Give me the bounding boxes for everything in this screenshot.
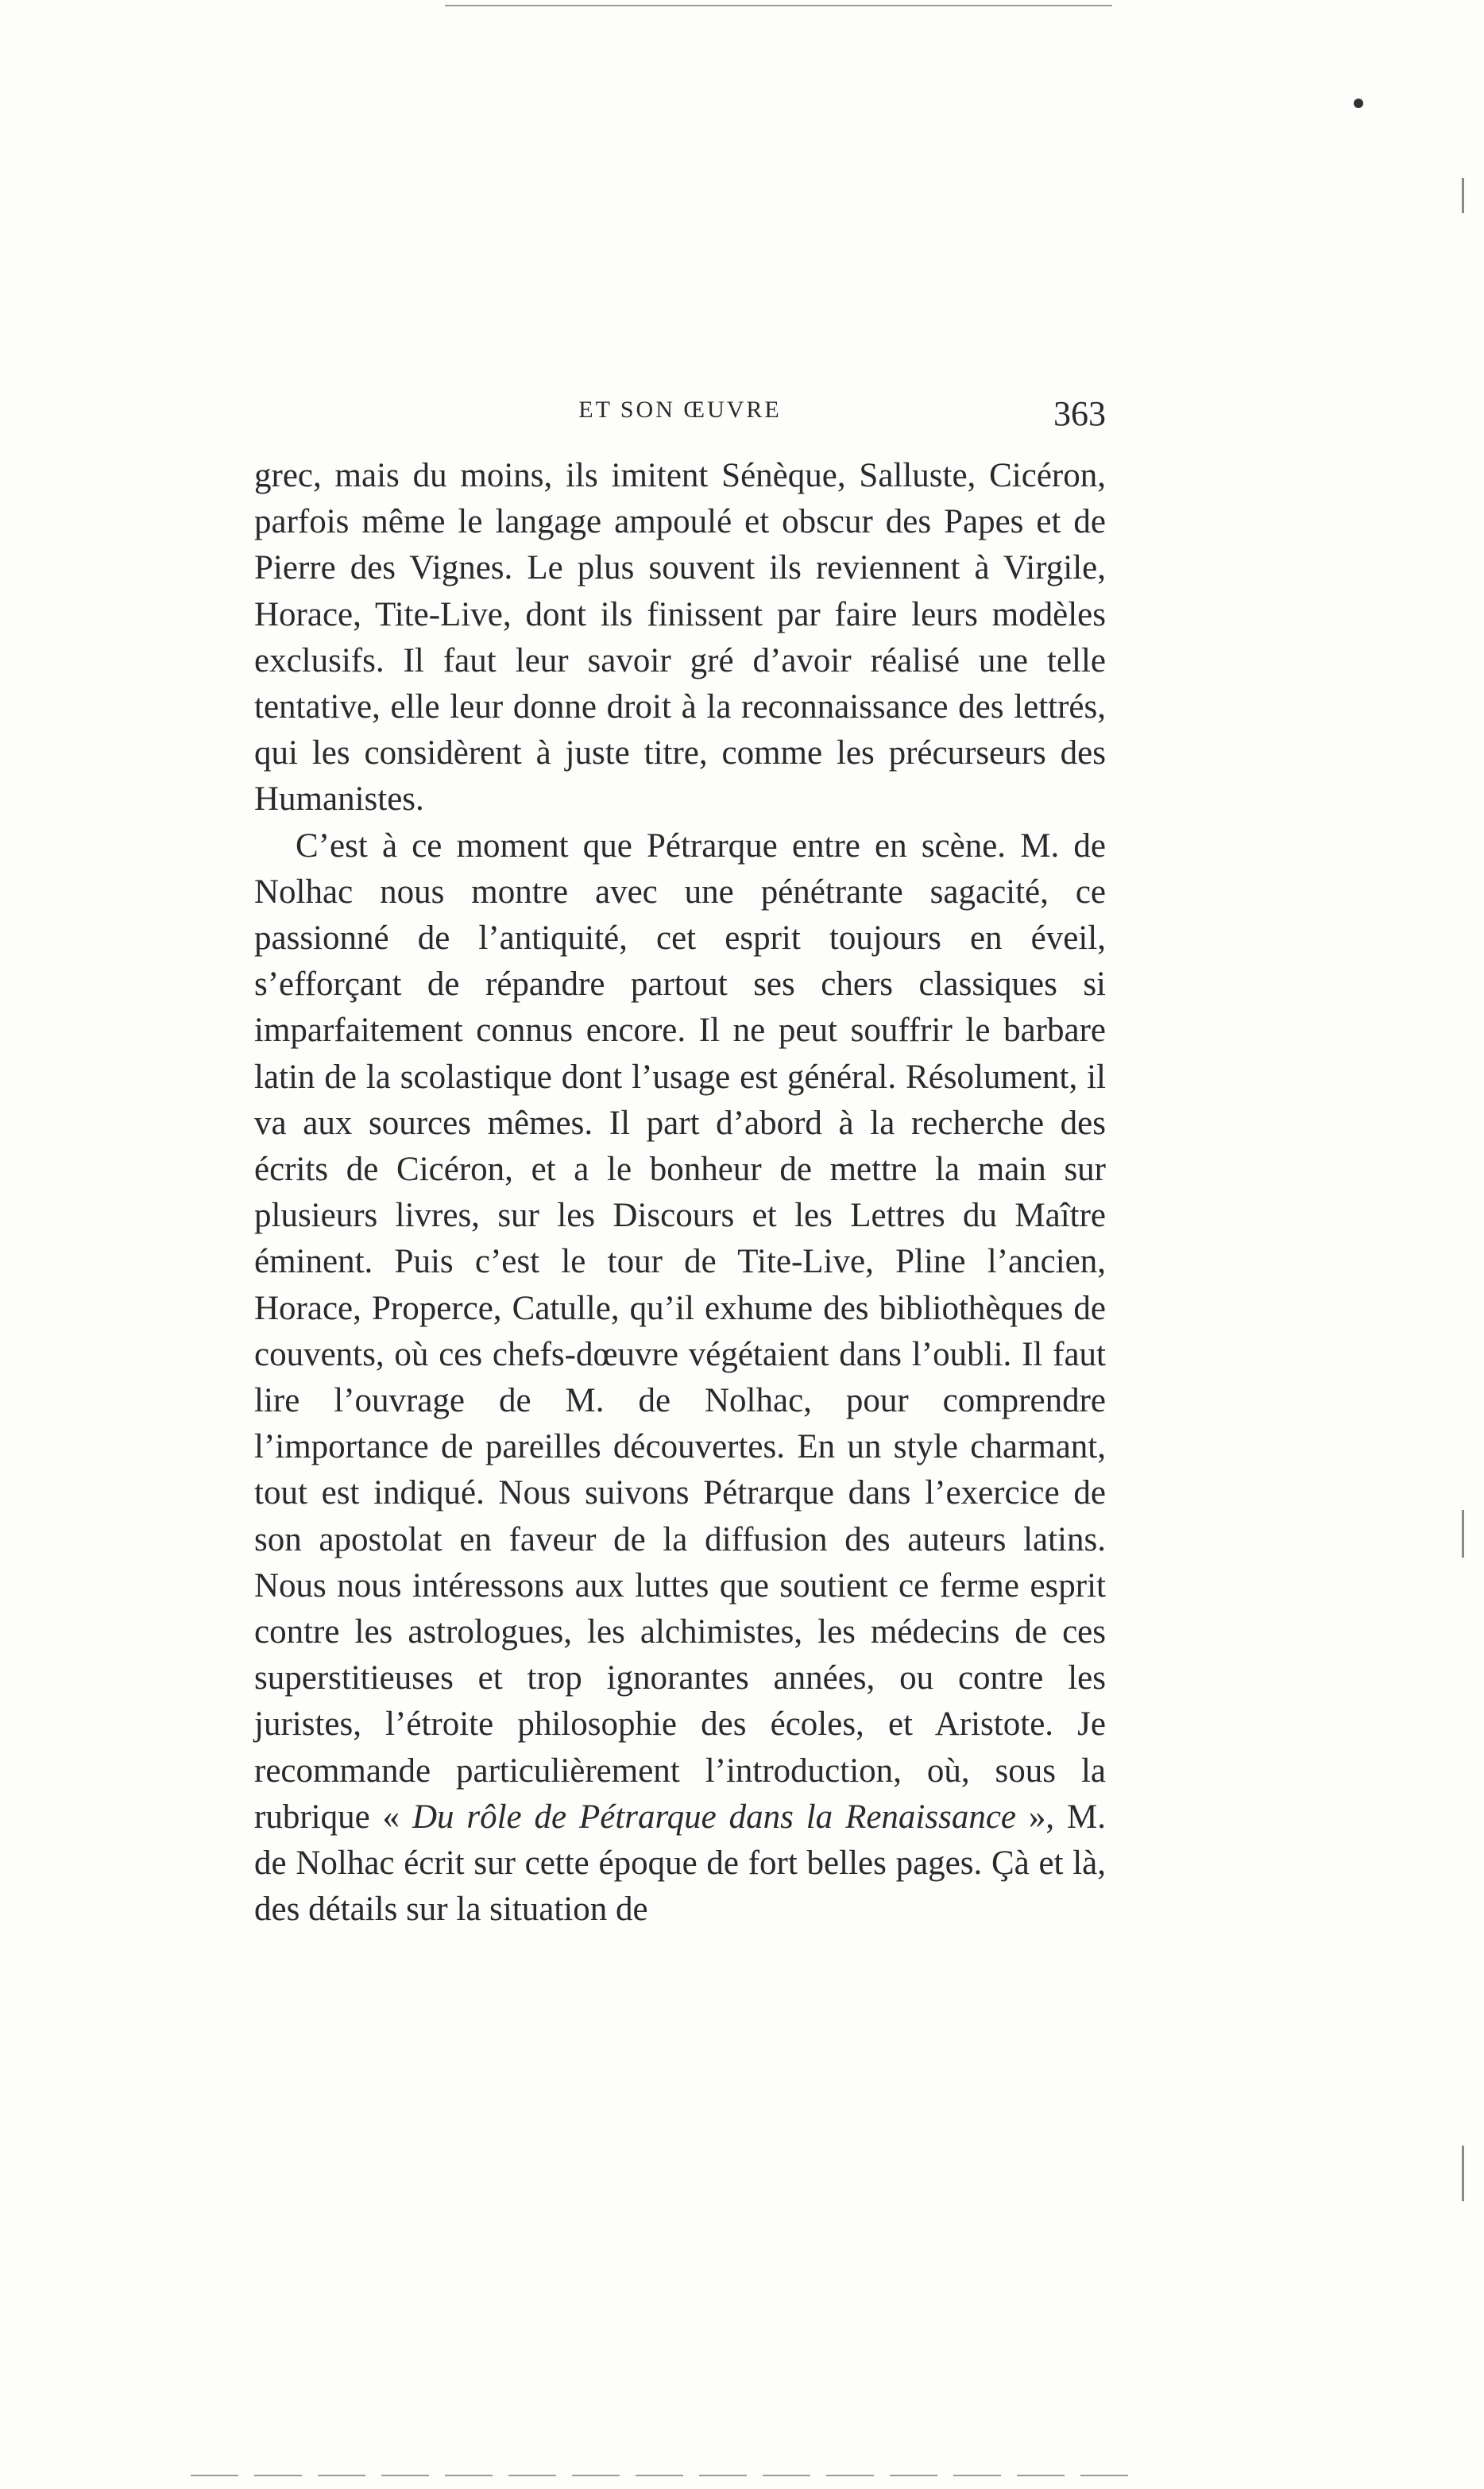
paragraph: grec, mais du moins, ils imitent Sénèque, Salluste, Cicéron, parfois même le langage ampoulé et obscur des Papes et de Pierre des Vignes. Le plus souvent ils reviennent à Virgile, Horace, Tite-Live, dont ils finissent par faire leurs modèles exclusifs. Il faut leur savoir gré d’avoir réalisé une telle tentative, elle leur donne droit à la reconnaissance des lettrés, qui les considèrent à juste titre, comme les précurseurs des Humanistes. [254,457,1106,819]
paragraph-text: », M. de Nolhac écrit sur cette époque de fort belles pages. Çà et là, des détails sur la situation de [254,1798,1107,1929]
running-title: ET SON ŒUVRE [578,397,782,423]
bottom-edge-rule [191,2475,1128,2476]
paragraph [254,823,1106,1934]
top-edge-rule [445,5,1112,6]
margin-mark [1462,178,1464,213]
body-text [254,453,1106,1934]
page-number: 363 [1053,394,1106,433]
margin-mark [1462,2146,1464,2201]
running-head [254,393,1106,433]
paragraph-text: C’est à ce moment que Pétrarque entre en scène. M. de Nolhac nous montre avec une pénétrante sagacité, ce passionné de l’antiquité, cet esprit toujours en éveil, s’efforçant de répandre partout ses chers classiques si imparfaitement connus encore. Il ne peut souffrir le barbare latin de la scolastique dont l’usage est général. Résolument, il va aux sources mêmes. Il part d’abord à la recherche des écrits de Cicéron, et a le bonheur de mettre la main sur plusieurs livres, sur les Discours et les Lettres du Maître éminent. Puis c’est le tour de Tite-Live, Pline l’ancien, Horace, Properce, Catulle, qu’il exhume des bibliothèques de couvents, où ces chefs-dœuvre végétaient dans l’oubli. Il faut lire l’ouvrage de M. de Nolhac, pour comprendre l’importance de pareilles découvertes. En un style charmant, tout est indiqué. Nous suivons Pétrarque dans l’exercice de son apostolat en faveur de la diffusion des auteurs latins. Nous nous intéressons aux luttes que soutient ce ferme esprit contre les astrologues, les alchimistes, les médecins de ces superstitieuses et trop ignorantes années, ou contre les juristes, l’étroite philosophie des écoles, et Aristote. Je recommande particulièrement l’introduction, où, sous la rubrique « [254,826,1106,1836]
ink-spot [1354,99,1363,108]
work-title: Du rôle de Pétrarque dans la Renaissance [412,1798,1017,1836]
margin-mark [1462,1510,1464,1558]
